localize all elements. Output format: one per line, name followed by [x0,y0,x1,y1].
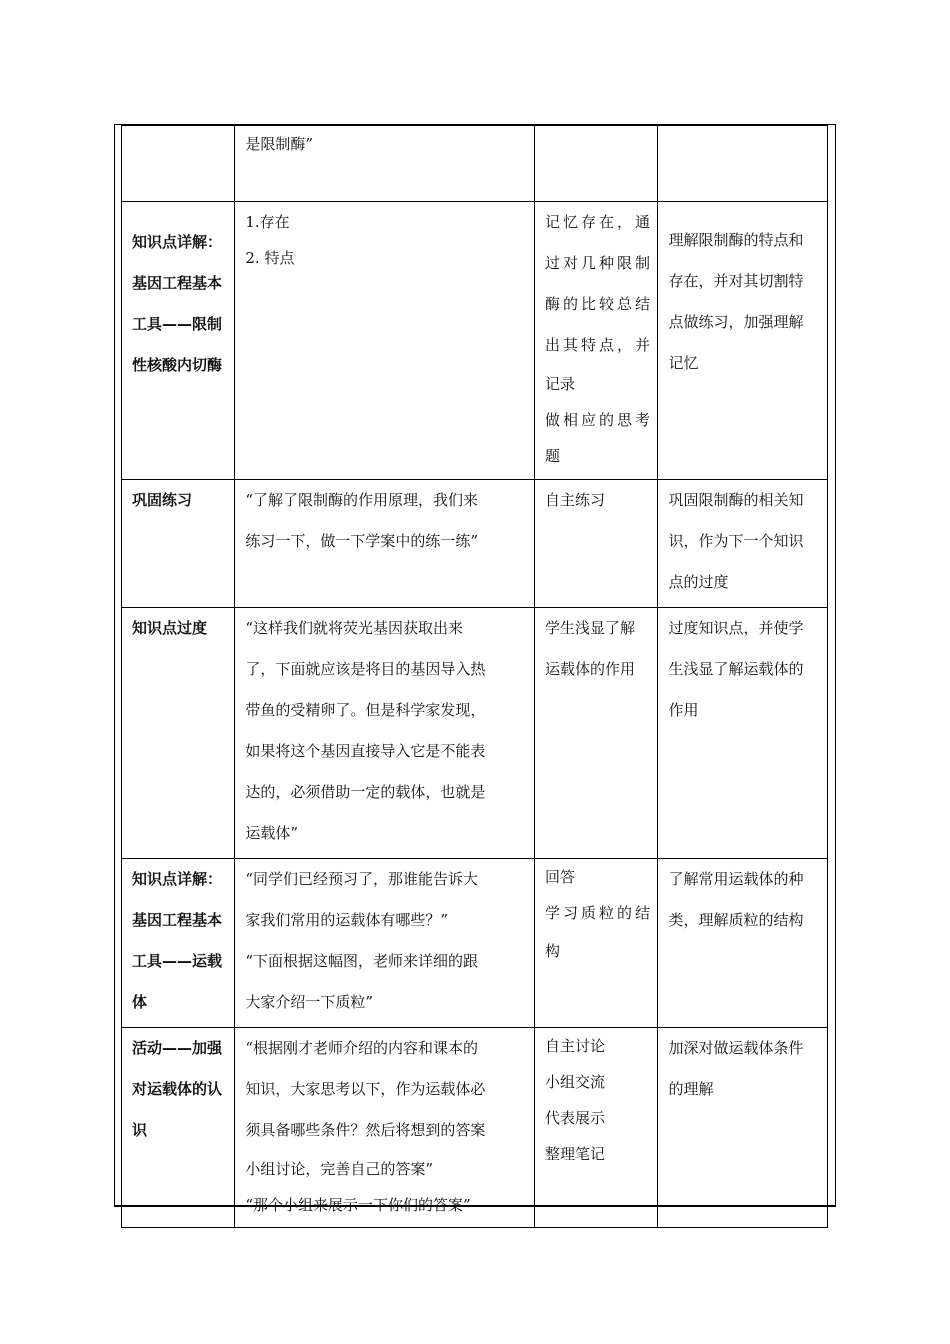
teacher-text-line: 知识，大家思考以下，作为运载体必 [245,1080,486,1098]
teacher-activity-cell [235,202,535,480]
stage-cell [122,480,235,608]
stage-text-line: 知识点详解： [132,233,223,251]
student-text-line: 学生浅显了解 [545,619,636,637]
stage-cell [122,608,235,859]
design-intent-cell [658,608,828,859]
teacher-text-line: “根据刚才老师介绍的内容和课本的 [245,1039,479,1057]
student-activity-cell [535,608,658,859]
student-text-line: 过对几种限制 [545,254,654,272]
stage-cell [122,859,235,1028]
teacher-text-line: 运载体” [245,824,299,842]
student-text-line: 出其特点，并 [545,336,654,354]
teacher-text-line: “这样我们就将荧光基因获取出来 [245,619,464,637]
intent-text-line: 存在，并对其切割特 [668,272,804,290]
intent-text-line: 记忆 [668,354,699,372]
student-activity-cell [535,126,658,202]
student-text-line: 做相应的思考 [545,411,654,429]
intent-text-line: 识，作为下一个知识 [668,532,804,550]
stage-cell [122,202,235,480]
teacher-text-line: 是限制酶” [245,135,314,153]
student-activity-cell [535,1028,658,1228]
teacher-text-line: 家我们常用的运载体有哪些？” [245,911,449,929]
intent-text-line: 类，理解质粒的结构 [668,911,804,929]
teacher-activity-cell [235,480,535,608]
intent-text-line: 理解限制酶的特点和 [668,231,804,249]
design-intent-cell [658,1028,828,1228]
table-row [122,1028,828,1228]
student-text-line: 自主讨论 [545,1037,606,1055]
stage-text-line: 基因工程基本 [132,911,223,929]
table-row [122,126,828,202]
student-text-line: 代表展示 [545,1109,606,1127]
teacher-text-line: 须具备哪些条件？然后将想到的答案 [245,1121,486,1139]
table-row [122,608,828,859]
student-text-line: 整理笔记 [545,1145,606,1163]
student-text-line: 题 [545,447,561,465]
left-border-line [114,124,115,1207]
teacher-text-line: “了解了限制酶的作用原理，我们来 [245,491,479,509]
stage-text-line: 活动——加强 [132,1039,223,1057]
stage-cell [122,126,235,202]
intent-text-line: 了解常用运载体的种 [668,870,804,888]
student-activity-cell [535,859,658,1028]
student-text-line: 学习质粒的结 [545,904,654,922]
teacher-activity-cell [235,1028,535,1228]
stage-text-line: 工具——运载 [132,952,223,970]
stage-cell [122,1028,235,1228]
intent-text-line: 加深对做运载体条件 [668,1039,804,1057]
student-text-line: 构 [545,942,561,960]
teacher-text-line: 小组讨论，完善自己的答案” [245,1160,434,1178]
design-intent-cell [658,126,828,202]
teacher-text-line: 1.存在 [245,213,290,231]
student-text-line: 回答 [545,868,576,886]
stage-text-line: 知识点过度 [132,619,208,637]
stage-text-line: 知识点详解： [132,870,223,888]
student-text-line: 自主练习 [545,491,606,509]
student-text-line: 运载体的作用 [545,660,636,678]
teacher-text-line: “那个小组来展示一下你们的答案” [245,1196,471,1214]
design-intent-cell [658,859,828,1028]
intent-text-line: 过度知识点，并使学 [668,619,804,637]
teacher-activity-cell [235,859,535,1028]
stage-text-line: 基因工程基本 [132,274,223,292]
teacher-text-line: 了，下面就应该是将目的基因导入热 [245,660,486,678]
student-activity-cell [535,480,658,608]
teacher-text-line: 练习一下，做一下学案中的练一练” [245,532,479,550]
stage-text-line: 体 [132,993,148,1011]
stage-text-line: 巩固练习 [132,491,193,509]
student-activity-cell [535,202,658,480]
design-intent-cell [658,202,828,480]
right-border-line [835,124,836,1207]
table-row [122,202,828,480]
student-text-line: 记忆存在，通 [545,213,654,231]
stage-text-line: 工具——限制 [132,315,223,333]
intent-text-line: 巩固限制酶的相关知 [668,491,804,509]
table-row [122,480,828,608]
teacher-text-line: “同学们已经预习了，那谁能告诉大 [245,870,479,888]
intent-text-line: 的理解 [668,1080,714,1098]
student-text-line: 小组交流 [545,1073,606,1091]
teacher-activity-cell [235,608,535,859]
intent-text-line: 生浅显了解运载体的 [668,660,804,678]
design-intent-cell [658,480,828,608]
intent-text-line: 点的过度 [668,573,729,591]
teacher-text-line: 达的，必须借助一定的载体，也就是 [245,783,486,801]
stage-text-line: 性核酸内切酶 [132,356,223,374]
teacher-text-line: “下面根据这幅图，老师来详细的跟 [245,952,479,970]
lesson-plan-table [121,125,828,1228]
teacher-text-line: 如果将这个基因直接导入它是不能表 [245,742,486,760]
teacher-text-line: 带鱼的受精卵了。但是科学家发现， [245,701,486,719]
intent-text-line: 点做练习，加强理解 [668,313,804,331]
stage-text-line: 对运载体的认 [132,1080,223,1098]
teacher-text-line: 2. 特点 [245,249,295,267]
teacher-text-line: 大家介绍一下质粒” [245,993,374,1011]
student-text-line: 酶的比较总结 [545,295,654,313]
teacher-activity-cell [235,126,535,202]
student-text-line: 记录 [545,375,576,393]
stage-text-line: 识 [132,1121,148,1139]
intent-text-line: 作用 [668,701,699,719]
table-row [122,859,828,1028]
